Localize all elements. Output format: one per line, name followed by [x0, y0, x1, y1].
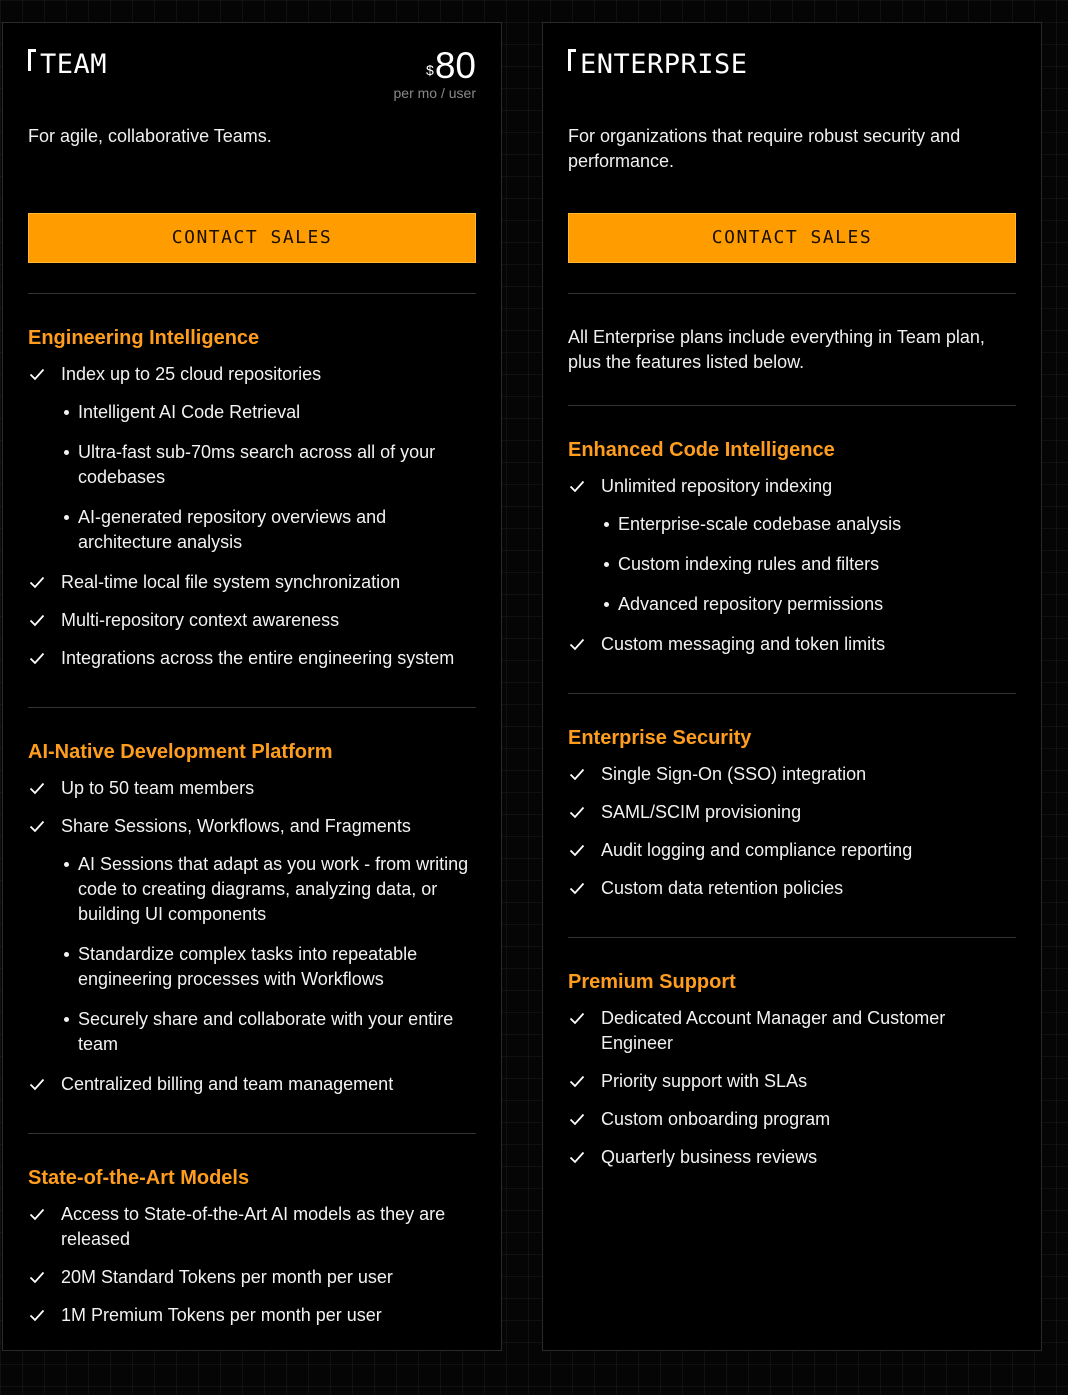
- check-icon: [28, 817, 46, 835]
- bullet-dot-icon: [604, 602, 609, 607]
- feature-item: Multi-repository context awareness: [28, 608, 476, 633]
- section-enhanced-code-intelligence: [568, 406, 1016, 693]
- check-icon: [568, 803, 586, 821]
- check-icon: [568, 1009, 586, 1027]
- sub-feature-item: Enterprise-scale codebase analysis: [568, 512, 1016, 537]
- feature-item: Up to 50 team members: [28, 776, 476, 801]
- check-icon: [568, 841, 586, 859]
- feature-item: Access to State-of-the-Art AI models as they are released: [28, 1202, 476, 1252]
- check-icon: [28, 573, 46, 591]
- enterprise-contact-sales-button[interactable]: CONTACT SALES: [568, 213, 1016, 263]
- section-premium-support: [568, 938, 1016, 1206]
- bullet-dot-icon: [64, 1017, 69, 1022]
- feature-item: Unlimited repository indexing: [568, 474, 1016, 499]
- team-plan-title: TEAM: [28, 48, 107, 82]
- price-unit: per mo / user: [393, 85, 476, 101]
- feature-item: Audit logging and compliance reporting: [568, 838, 1016, 863]
- section-title: Enterprise Security: [568, 727, 752, 749]
- check-icon: [568, 879, 586, 897]
- enterprise-plan-title: ENTERPRISE: [568, 48, 748, 82]
- feature-item: Integrations across the entire engineering system: [28, 646, 476, 671]
- bullet-dot-icon: [64, 952, 69, 957]
- section-title: Premium Support: [568, 971, 736, 993]
- enterprise-plan-card: [542, 22, 1042, 1351]
- sub-feature-item: Custom indexing rules and filters: [568, 552, 1016, 577]
- feature-item: Single Sign-On (SSO) integration: [568, 762, 1016, 787]
- team-plan-card: [2, 22, 502, 1351]
- check-icon: [28, 611, 46, 629]
- check-icon: [28, 1268, 46, 1286]
- feature-item: SAML/SCIM provisioning: [568, 800, 1016, 825]
- section-engineering-intelligence: [28, 294, 476, 707]
- team-tagline: For agile, collaborative Teams.: [28, 126, 272, 146]
- check-icon: [568, 1072, 586, 1090]
- bullet-dot-icon: [64, 450, 69, 455]
- sub-feature-item: AI Sessions that adapt as you work - from writing code to creating diagrams, analyzing data, or building UI components: [28, 852, 476, 927]
- feature-item: Share Sessions, Workflows, and Fragments: [28, 814, 476, 839]
- enterprise-tagline: For organizations that require robust security and performance.: [568, 126, 961, 171]
- feature-item: Priority support with SLAs: [568, 1069, 1016, 1094]
- corner-bracket-icon: [568, 49, 576, 71]
- section-title: Engineering Intelligence: [28, 327, 260, 349]
- feature-item: Centralized billing and team management: [28, 1072, 476, 1097]
- feature-item: 20M Standard Tokens per month per user: [28, 1265, 476, 1290]
- check-icon: [28, 779, 46, 797]
- check-icon: [568, 1110, 586, 1128]
- check-icon: [568, 1148, 586, 1166]
- check-icon: [568, 477, 586, 495]
- feature-item: 1M Premium Tokens per month per user: [28, 1303, 476, 1328]
- team-contact-sales-button[interactable]: CONTACT SALES: [28, 213, 476, 263]
- price-amount: 80: [434, 45, 476, 86]
- feature-item: Index up to 25 cloud repositories: [28, 362, 476, 387]
- section-title: Enhanced Code Intelligence: [568, 439, 835, 461]
- feature-item: Custom onboarding program: [568, 1107, 1016, 1132]
- section-enterprise-security: [568, 694, 1016, 937]
- check-icon: [568, 635, 586, 653]
- feature-item: Real-time local file system synchronization: [28, 570, 476, 595]
- team-card-header: [28, 23, 476, 115]
- section-title: State-of-the-Art Models: [28, 1167, 250, 1189]
- check-icon: [28, 649, 46, 667]
- section-title: AI-Native Development Platform: [28, 741, 333, 763]
- sub-feature-item: Standardize complex tasks into repeatable engineering processes with Workflows: [28, 942, 476, 992]
- bullet-dot-icon: [64, 410, 69, 415]
- section-models: [28, 1134, 476, 1364]
- sub-feature-item: Advanced repository permissions: [568, 592, 1016, 617]
- corner-bracket-icon: [28, 49, 36, 71]
- check-icon: [568, 765, 586, 783]
- feature-item: Custom data retention policies: [568, 876, 1016, 901]
- feature-item: Quarterly business reviews: [568, 1145, 1016, 1170]
- bullet-dot-icon: [64, 515, 69, 520]
- bullet-dot-icon: [604, 562, 609, 567]
- feature-item: Dedicated Account Manager and Customer Engineer: [568, 1006, 1016, 1056]
- enterprise-intro: All Enterprise plans include everything in Team plan, plus the features listed below.: [568, 327, 985, 372]
- team-price: [394, 45, 476, 101]
- currency-symbol: $: [426, 62, 434, 78]
- section-ai-native-platform: [28, 708, 476, 1133]
- sub-feature-item: Ultra-fast sub-70ms search across all of your codebases: [28, 440, 476, 490]
- enterprise-card-header: [568, 23, 1016, 115]
- feature-item: Custom messaging and token limits: [568, 632, 1016, 657]
- sub-feature-item: AI-generated repository overviews and architecture analysis: [28, 505, 476, 555]
- bullet-dot-icon: [604, 522, 609, 527]
- check-icon: [28, 1306, 46, 1324]
- check-icon: [28, 1075, 46, 1093]
- check-icon: [28, 365, 46, 383]
- sub-feature-item: Intelligent AI Code Retrieval: [28, 400, 476, 425]
- check-icon: [28, 1205, 46, 1223]
- bullet-dot-icon: [64, 862, 69, 867]
- sub-feature-item: Securely share and collaborate with your entire team: [28, 1007, 476, 1057]
